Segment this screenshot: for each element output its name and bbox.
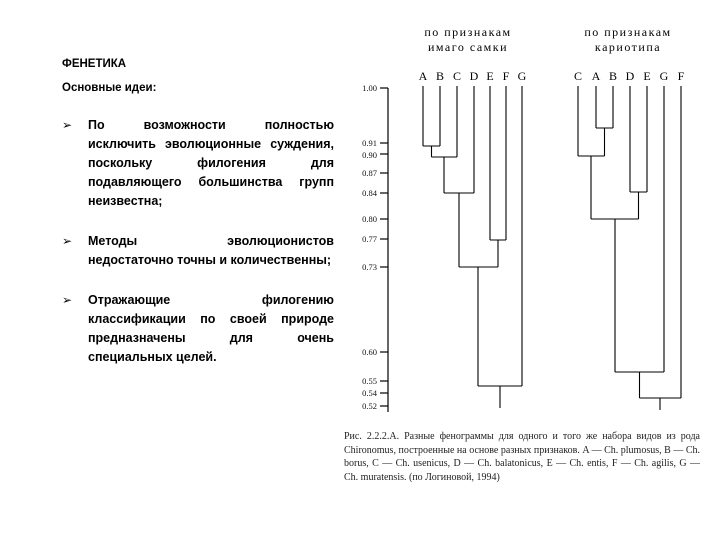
right-taxon-label: C — [573, 69, 583, 83]
bullet-list — [62, 116, 334, 388]
scale-label: 0.84 — [362, 188, 377, 198]
left-dendrogram — [423, 86, 522, 408]
phenogram-figure — [340, 20, 710, 420]
dendrogram-branch — [490, 86, 506, 240]
dendrogram-branch — [578, 86, 605, 156]
scale-label: 0.52 — [362, 401, 377, 411]
right-taxon-label: F — [677, 69, 685, 83]
dendrogram-branch — [630, 86, 647, 192]
left-taxon-label: F — [502, 69, 510, 83]
scale-label: 0.55 — [362, 376, 377, 386]
left-taxon-label: G — [517, 69, 527, 83]
arrow-bullet-icon: ➢ — [62, 118, 73, 132]
similarity-scale — [362, 83, 388, 412]
arrow-bullet-icon: ➢ — [62, 293, 73, 307]
left-taxon-label: B — [435, 69, 445, 83]
scale-label: 0.54 — [362, 388, 377, 398]
right-header-line-1: по признакам — [584, 25, 672, 39]
arrow-bullet-icon: ➢ — [62, 234, 73, 248]
dendrogram-branch — [444, 86, 474, 193]
right-taxon-label: G — [659, 69, 669, 83]
scale-label: 0.77 — [362, 234, 377, 244]
dendrogram-branch — [591, 156, 639, 219]
left-taxon-label: A — [418, 69, 428, 83]
bullet-item — [62, 291, 334, 367]
bullet-item — [62, 116, 334, 211]
dendrogram-branch — [615, 86, 664, 372]
bullet-item — [62, 232, 334, 270]
right-taxon-label: B — [608, 69, 618, 83]
right-taxon-label: D — [625, 69, 635, 83]
slide-subtitle: Основные идеи: — [62, 82, 157, 94]
right-taxon-label: E — [643, 69, 651, 83]
dendrogram-branch — [596, 86, 613, 128]
bullet-text: По возможности полностью исключить эволюционные суждения, поскольку филогения для подавляющего большинства групп неизвестна; — [88, 118, 334, 208]
right-header-line-2: кариотипа — [594, 40, 662, 54]
bullet-text: Методы эволюционистов недостаточно точны и количественны; — [88, 234, 334, 267]
left-taxon-label: D — [469, 69, 479, 83]
scale-label: 0.73 — [362, 262, 377, 272]
left-taxon-label: E — [486, 69, 494, 83]
scale-label: 0.80 — [362, 214, 377, 224]
scale-label: 0.60 — [362, 347, 377, 357]
dendrogram-branch — [640, 86, 682, 398]
phenogram-svg — [340, 20, 710, 420]
scale-label: 0.90 — [362, 150, 377, 160]
dendrogram-branch — [459, 193, 498, 267]
slide-title: ФЕНЕТИКА — [62, 58, 127, 70]
dendrogram-branch — [478, 86, 522, 386]
right-taxon-label: A — [591, 69, 601, 83]
bullet-text: Отражающие филогению классификации по своей природе предназначены для очень специальных целей. — [88, 293, 334, 364]
left-header-line-1: по признакам — [424, 25, 512, 39]
scale-label: 0.91 — [362, 138, 377, 148]
scale-label: 0.87 — [362, 168, 377, 178]
scale-label: 1.00 — [362, 83, 377, 93]
left-taxon-label: C — [452, 69, 462, 83]
figure-caption: Рис. 2.2.2.А. Разные фенограммы для одного и того же набора видов из рода Chironomus, построенные на основе разных признаков. A — Ch. plumosus, B — Ch. borus, C — Ch. usenicus, D — Ch. balatonicus, E — Ch. entis, F — Ch. agilis, G — Ch. muratensis. (по Логиновой, 1994) — [344, 431, 700, 483]
dendrogram-branch — [423, 86, 440, 146]
left-header-line-2: имаго самки — [427, 40, 509, 54]
right-dendrogram — [578, 86, 681, 410]
